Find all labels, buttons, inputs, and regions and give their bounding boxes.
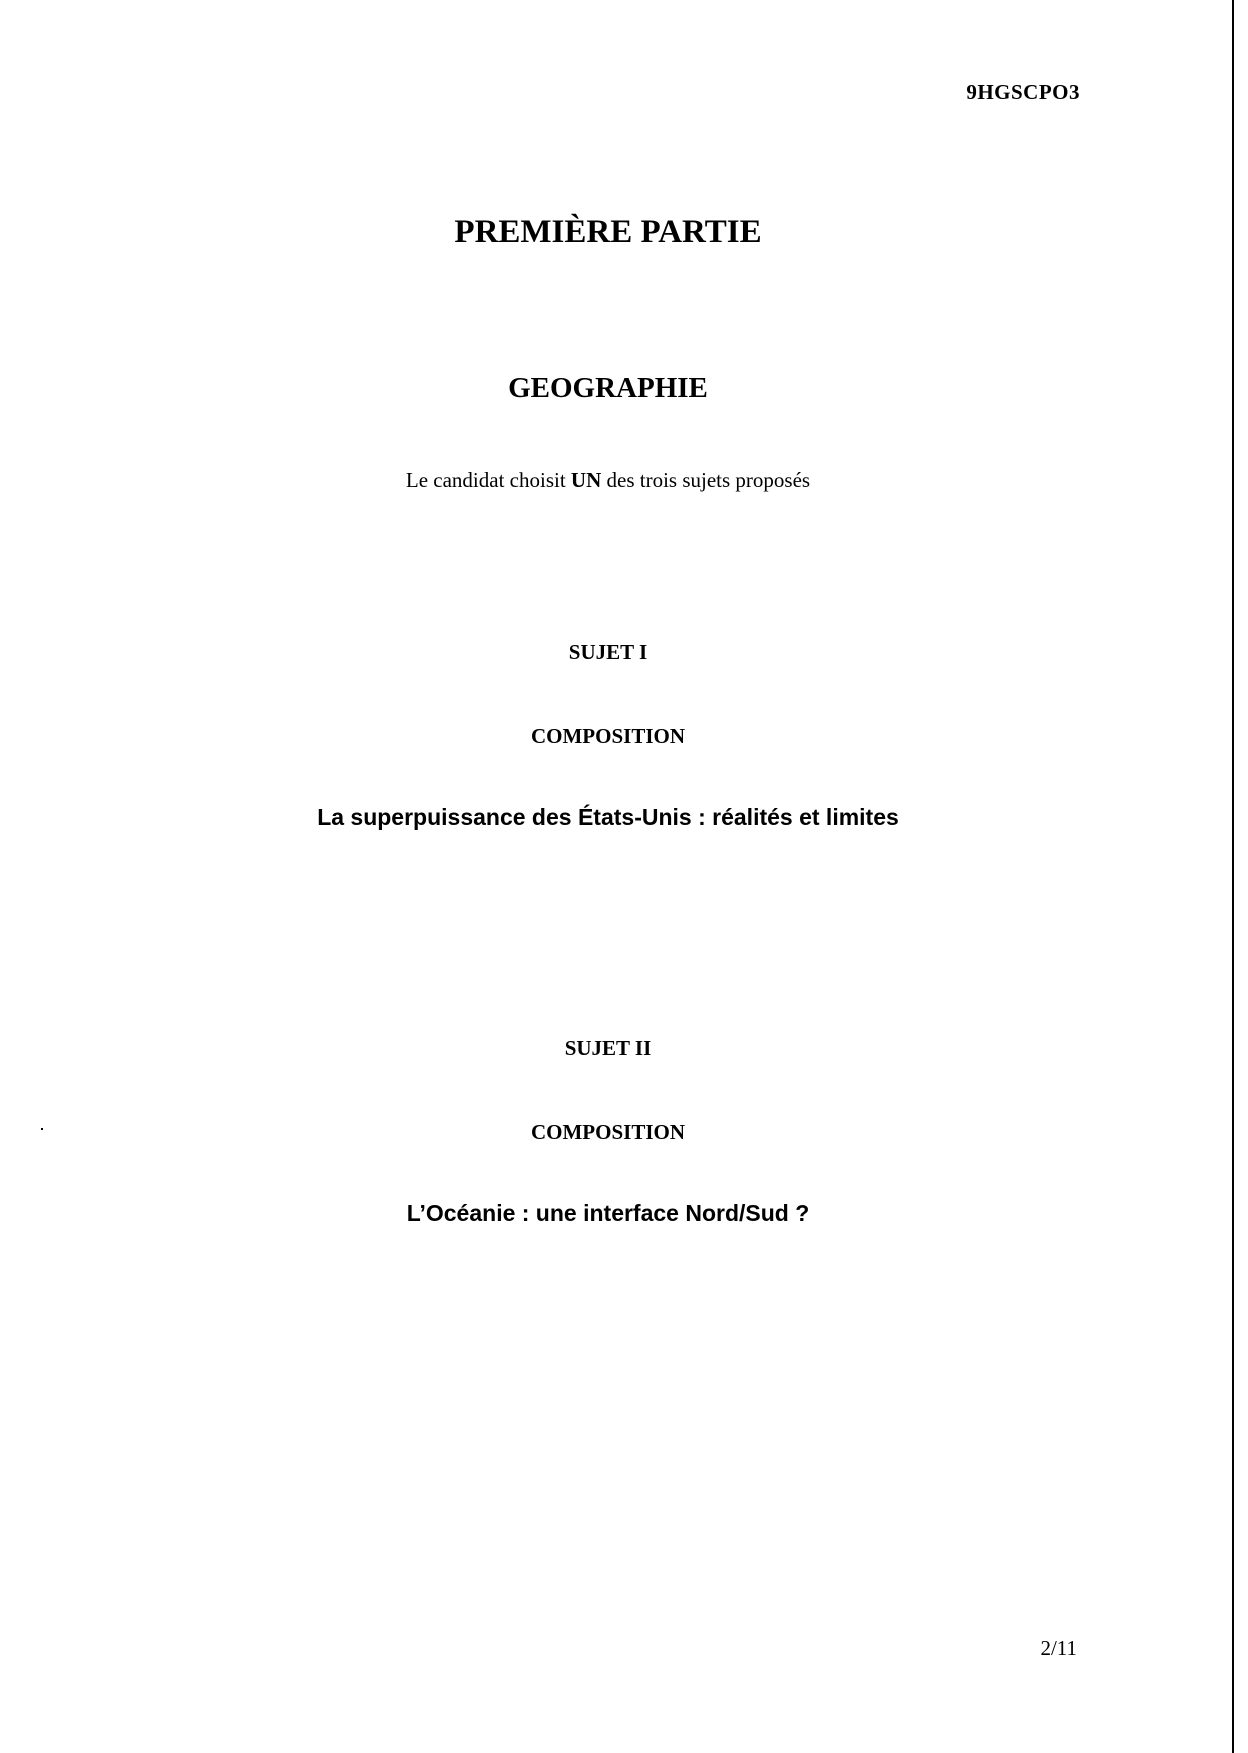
- section-title: GEOGRAPHIE: [508, 372, 708, 404]
- part-title: PREMIÈRE PARTIE: [454, 214, 762, 250]
- page-edge-rule: [1232, 0, 1234, 1753]
- instruction-text: [0, 468, 1216, 493]
- subject-1-kind: COMPOSITION: [530, 724, 685, 748]
- instruction-after: des trois sujets proposés: [601, 468, 811, 492]
- instruction-emphasis: UN: [570, 468, 602, 492]
- subject-1-title: La superpuissance des États-Unis : réalités et limites: [317, 804, 899, 830]
- page-number: 2/11: [1040, 1636, 1077, 1660]
- subject-2-kind: COMPOSITION: [530, 1120, 685, 1144]
- instruction-before: Le candidat choisit: [405, 468, 571, 492]
- exam-code: 9HGSCPO3: [966, 80, 1080, 104]
- subject-1-label: SUJET I: [568, 640, 648, 664]
- subject-2-label: SUJET II: [564, 1036, 652, 1060]
- subject-2-title: L’Océanie : une interface Nord/Sud ?: [406, 1200, 810, 1226]
